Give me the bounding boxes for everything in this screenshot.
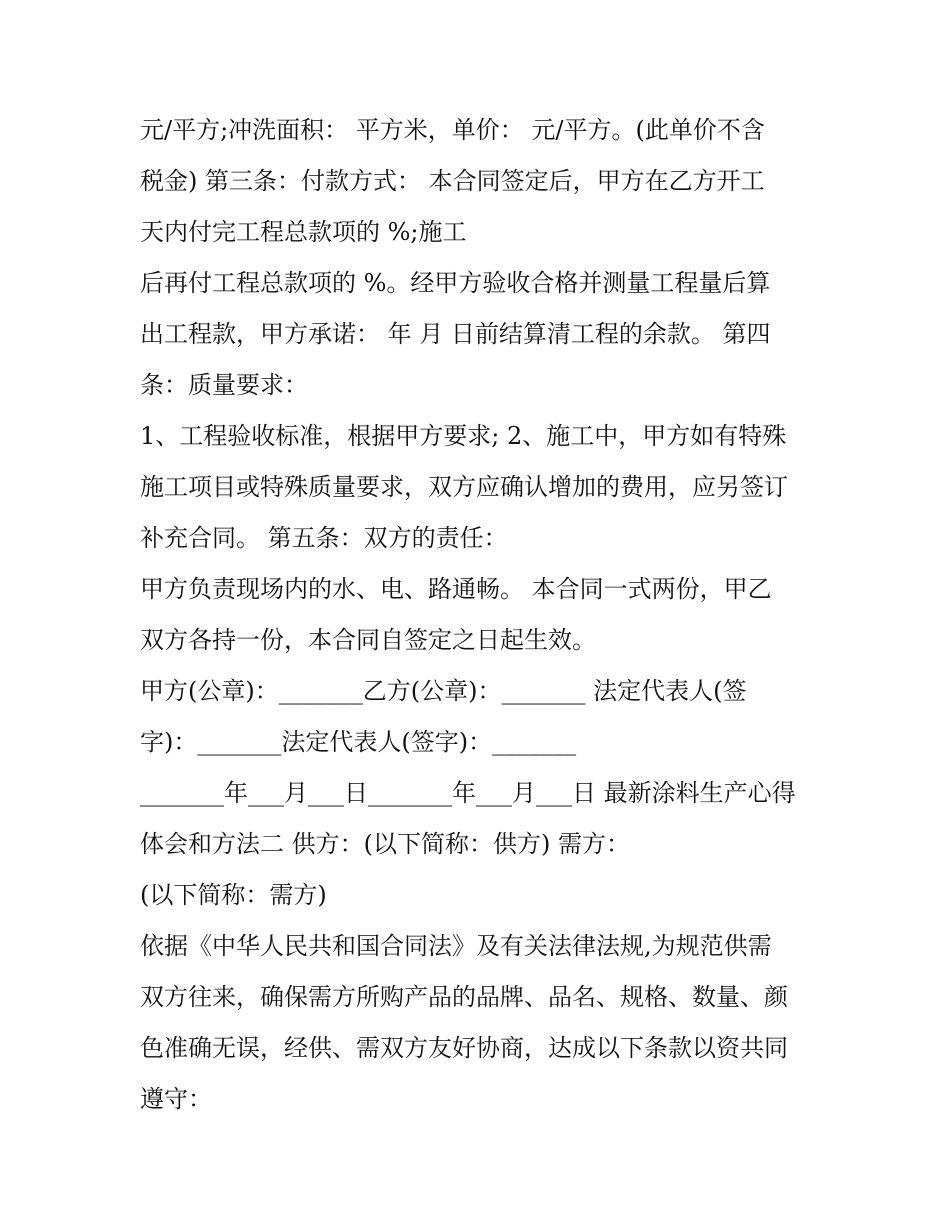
text-line: 税金) 第三条：付款方式： 本合同签定后，甲方在乙方开工 [140, 167, 765, 195]
text-line: 色准确无误，经供、需双方友好协商，达成以下条款以资共同 [140, 1034, 788, 1062]
text-line: 字)：_______法定代表人(签字)：_______ [140, 728, 577, 756]
text-line: 后再付工程总款项的 %。经甲方验收合格并测量工程量后算 [140, 269, 771, 297]
text-line: 甲方(公章)：_______乙方(公章)：_______ 法定代表人(签 [140, 677, 747, 705]
text-line: 施工项目或特殊质量要求，双方应确认增加的费用，应另签订 [140, 473, 788, 501]
text-line: 体会和方法二 供方：(以下简称：供方) 需方： [140, 830, 630, 858]
document-body [140, 105, 820, 1125]
text-line: 元/平方;冲洗面积： 平方米，单价： 元/平方。(此单价不含 [140, 116, 765, 144]
text-line: 遵守： [140, 1085, 212, 1113]
text-line: 补充合同。 第五条：双方的责任： [140, 524, 508, 552]
text-line: 条：质量要求： [140, 371, 308, 399]
text-line: 双方往来，确保需方所购产品的品牌、品名、规格、数量、颜 [140, 983, 788, 1011]
text-line: 天内付完工程总款项的 %;施工 [140, 218, 467, 246]
text-line: (以下简称：需方) [140, 881, 327, 909]
text-line: 双方各持一份，本合同自签定之日起生效。 [140, 626, 596, 654]
text-line: 1、工程验收标准，根据甲方要求; 2、施工中，甲方如有特殊 [140, 422, 787, 450]
text-line: 出工程款，甲方承诺： 年 月 日前结算清工程的余款。 第四 [140, 320, 771, 348]
text-line: _______年___月___日_______年___月___日 最新涂料生产心得 [140, 779, 796, 807]
text-line: 甲方负责现场内的水、电、路通畅。 本合同一式两份，甲乙 [140, 575, 772, 603]
text-line: 依据《中华人民共和国合同法》及有关法律法规,为规范供需 [140, 932, 772, 960]
